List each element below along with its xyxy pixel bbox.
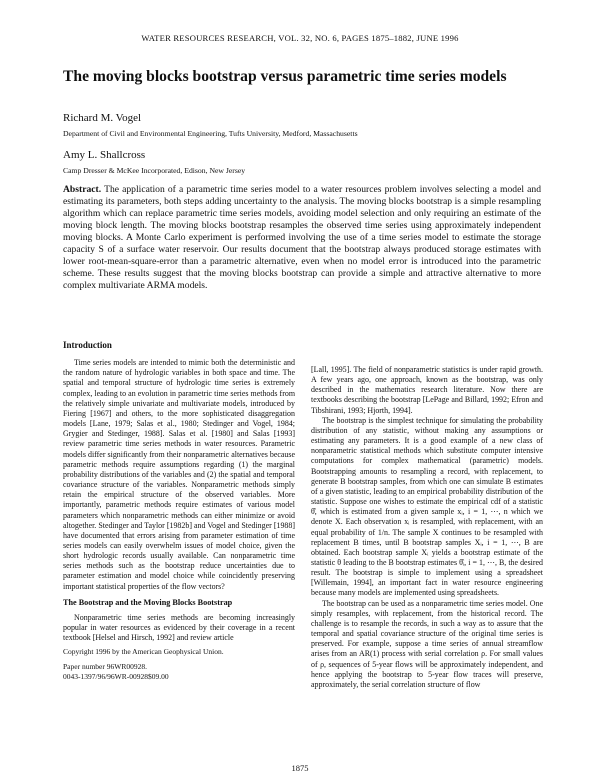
author-2-affiliation: Camp Dresser & McKee Incorporated, Edison, New Jersey: [63, 166, 246, 175]
paper-number: Paper number 96WR00928.: [63, 661, 147, 671]
section-heading-introduction: Introduction: [63, 340, 112, 350]
author-2-name: Amy L. Shallcross: [63, 149, 146, 161]
left-column: [63, 340, 295, 681]
right-paragraph-3: The bootstrap can be used as a nonparametric time series model. One simply resamples, with replacement, from the historical record. The challenge is to resample the records, in such a way as to assure that the temporal and spatial covariance structure of the original time series is preserved. For example, suppose a time series of annual streamflow arises from an AR(1) process with serial correlation ρ. For small values of ρ, sequences of 5-year flows will be approximately independent, and hence applying the bootstrap to 5-year flow traces will preserve, approximately, the serial correlation structure of flow: [311, 598, 543, 689]
issn-code: 0043-1397/96/96WR-00928$09.00: [63, 671, 169, 681]
abstract: [63, 184, 541, 292]
subsection-heading-bootstrap: The Bootstrap and the Moving Blocks Bootstrap: [63, 597, 233, 607]
right-paragraph-2: The bootstrap is the simplest technique for simulating the probability distribution of any statistic, without making any assumptions or estimating any parameters. It is a good example of a new class of nonparametric statistical methods which substitute computer intensive computations for complex mathematical (parametric) models. Bootstrapping amounts to resampling a record, with replacement, to generate B bootstrap samples, from which one can simulate B estimates of a given statistic, leading to an empirical probability distribution of the statistic. Suppose one wishes to estimate the empirical cdf of a statistic θ̂, which is estimated from a given sample xᵢ, i = 1, ⋯, n which we denote X. Each observation xᵢ is resampled, with replacement, with an equal probability of 1/n. The sample X continues to be resampled with replacement B times, until B bootstrap samples Xᵢ, i = 1, ⋯, B are obtained. Each bootstrap sample Xᵢ yields a bootstrap estimate of the statistic θ leading to the B bootstrap estimates θ̂ᵢ, i = 1, ⋯, B, the desired result. The bootstrap is simple to implement using a spreadsheet [Willemain, 1994], an important fact in water resource engineering because many models are implemented using spreadsheets.: [311, 415, 543, 598]
copyright-notice: Copyright 1996 by the American Geophysical Union.: [63, 647, 224, 657]
bootstrap-paragraph: Nonparametric time series methods are becoming increasingly popular in water resources as evidenced by their coverage in a recent textbook [Helsel and Hirsch, 1992] and review article: [63, 612, 295, 643]
right-paragraph-1: [Lall, 1995]. The field of nonparametric statistics is under rapid growth. A few years ago, one approach, known as the bootstrap, was only described in the mathematics research literature. Now there are textbooks describing the bootstrap [LePage and Billard, 1992; Efron and Tibshirani, 1993; Hjorth, 1994].: [311, 365, 543, 415]
page-number: 1875: [291, 763, 309, 773]
paper-title: The moving blocks bootstrap versus parametric time series models: [63, 68, 507, 85]
running-head: WATER RESOURCES RESEARCH, VOL. 32, NO. 6, PAGES 1875–1882, JUNE 1996: [141, 33, 459, 43]
right-column: [311, 365, 543, 690]
author-1-name: Richard M. Vogel: [63, 112, 142, 124]
abstract-text: The application of a parametric time series model to a water resources problem involves selecting a model and estimating its parameters, both steps adding uncertainty to the analysis. The moving blocks bootstrap is a simple resampling algorithm which can replace parametric time series models, avoiding model selection and only requiring an estimate of the moving block length. The moving blocks bootstrap resamples the observed time series using approximately independent moving blocks. A Monte Carlo experiment is performed involving the use of a time series model to estimate the storage capacity S of a surface water reservoir. Our results document that the bootstrap always produced storage estimates with lower root-mean-square-error than a parametric alternative, even when no model error is introduced into the parametric scheme. These results suggest that the moving blocks bootstrap can provide a simple and attractive alternative to more complex multivariate ARMA models.: [63, 184, 541, 292]
introduction-paragraph: Time series models are intended to mimic both the deterministic and the random nature of hydrologic variables in both space and time. The spatial and temporal structure of hydrologic time series is extremely complex, leading to an evolution in parametric time series methods from the relatively simple univariate and multivariate models, introduced by Fiering [1967] and others, to the more sophisticated disaggregation models [Lane, 1979; Salas et al., 1980; Stedinger and Vogel, 1984; Grygier and Stedinger, 1988]. Salas et al. [1980] and Salas [1993] review parametric time series methods in water resources. Parametric models differ significantly from their nonparametric alternatives because parametric methods require assumptions regarding (1) the marginal probability distributions of the variables and (2) the spatial and temporal covariance structure of the variables. Nonparametric methods simply retain the empirical structure of the observed variables. More importantly, parametric methods require estimates of various model parameters which nonparametric methods can either minimize or avoid altogether. Stedinger and Taylor [1982b] and Vogel and Stedinger [1988] have documented that errors arising from parameter estimation of time series models can easily overwhelm issues of model choice, given the short hydrologic records usually available. Can nonparametric time series methods such as the bootstrap reduce uncertainties due to parameter estimation and model choice while coincidently preserving important statistical properties of the flow vectors?: [63, 358, 295, 591]
author-1-affiliation: Department of Civil and Environmental Engineering, Tufts University, Medford, Massachusetts: [63, 129, 358, 138]
footnote-block: [63, 647, 295, 681]
abstract-label: Abstract.: [63, 184, 102, 195]
